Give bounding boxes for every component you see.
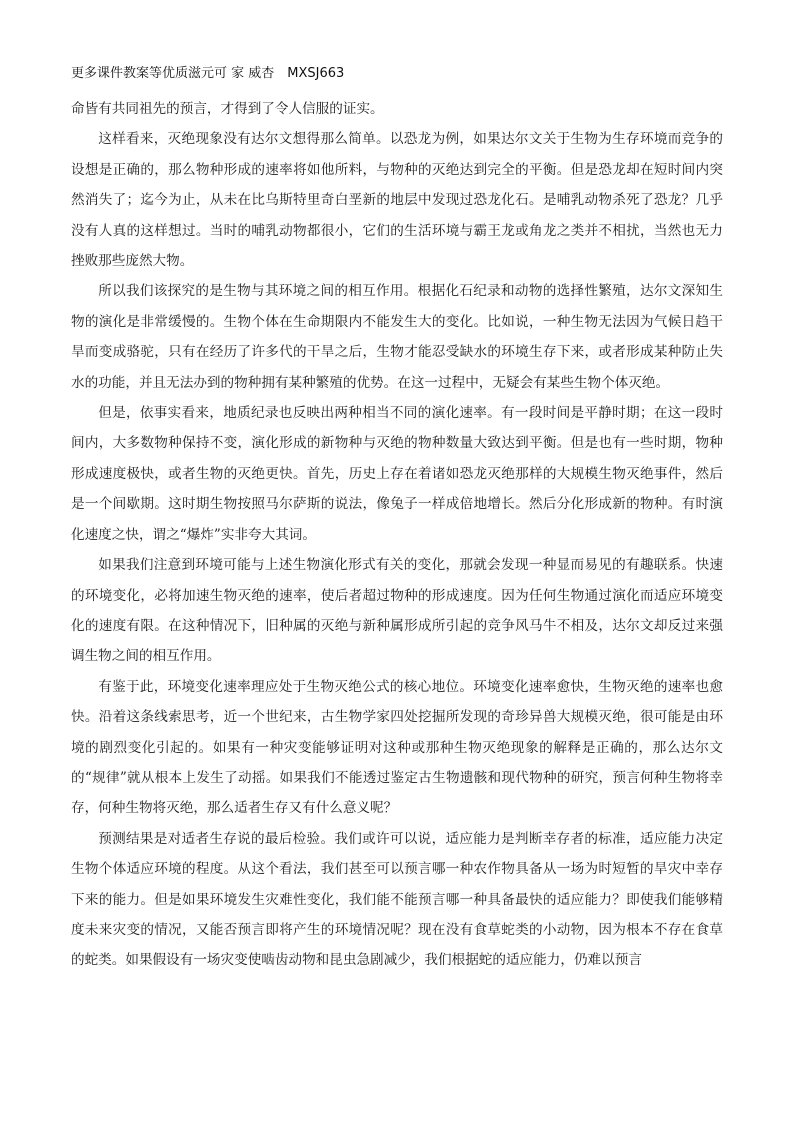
article-body <box>71 94 723 976</box>
paragraph: 预测结果是对适者生存说的最后检验。我们或许可以说，适应能力是判断幸存者的标准，适应能力决定生物个体适应环境的程度。从这个看法，我们甚至可以预言哪一种农作物具备从一场为时短暂的旱灾中幸存下来的能力。但是如果环境发生灾难性变化，我们能不能预言哪一种具备最快的适应能力？即使我们能够精度未来灾变的情况，又能否预言即将产生的环境情况呢？现在没有食草蛇类的小动物，因为根本不存在食草的蛇类。如果假设有一场灾变使啮齿动物和昆虫急剧减少，我们根据蛇的适应能力，仍难以预言 <box>71 830 723 969</box>
paragraph: 有鉴于此，环境变化速率理应处于生物灭绝公式的核心地位。环境变化速率愈快，生物灭绝的速率也愈快。沿着这条线索思考，近一个世纪来，古生物学家四处挖掘所发现的奇珍异兽大规模灭绝，很可能是由环境的剧烈变化引起的。如果有一种灾变能够证明对这种或那种生物灭绝现象的解释是正确的，那么达尔文的“规律”就从根本上发生了动摇。如果我们不能透过鉴定古生物遗骸和现代物种的研究，预言何种生物将幸存，何种生物将灭绝，那么适者生存又有什么意义呢？ <box>71 678 723 817</box>
paragraph: 所以我们该探究的是生物与其环境之间的相互作用。根据化石纪录和动物的选择性繁殖，达尔文深知生物的演化是非常缓慢的。生物个体在生命期限内不能发生大的变化。比如说，一种生物无法因为气候日趋干旱而变成骆驼，只有在经历了许多代的干旱之后，生物才能忍受缺水的环境生存下来，或者形成某种防止失水的功能，并且无法办到的物种拥有某种繁殖的优势。在这一过程中，无疑会有某些生物个体灭绝。 <box>71 283 723 391</box>
paragraph: 这样看来，灭绝现象没有达尔文想得那么简单。以恐龙为例，如果达尔文关于生物为生存环境而竞争的设想是正确的，那么物种形成的速率将如他所料，与物种的灭绝达到完全的平衡。但是恐龙却在短时间内突然消失了；迄今为止，从未在比乌斯特里奇白垩新的地层中发现过恐龙化石。是哺乳动物杀死了恐龙？几乎没有人真的这样想过。当时的哺乳动物都很小，它们的生活环境与霸王龙或角龙之类并不相扰，当然也无力挫败那些庞然大物。 <box>71 131 723 270</box>
paragraph-continuation: 命皆有共同祖先的预言，才得到了令人信服的证实。 <box>71 101 384 117</box>
paragraph: 如果我们注意到环境可能与上述生物演化形式有关的变化，那就会发现一种显而易见的有趣联系。快速的环境变化，必将加速生物灭绝的速率，使后者超过物种的形成速度。因为任何生物通过演化而适应环境变化的速度有限。在这种情况下，旧种属的灭绝与新种属形成所引起的竞争风马牛不相及，达尔文却反过来强调生物之间的相互作用。 <box>71 557 723 665</box>
page-header: 更多课件教案等优质滋元可 家 威杏 MXSJ663 <box>71 66 345 81</box>
paragraph: 但是，依事实看来，地质纪录也反映出两种相当不同的演化速率。有一段时间是平静时期；在这一段时间内，大多数物种保持不变，演化形成的新物种与灭绝的物种数量大致达到平衡。但是也有一些时期，物种形成速度极快，或者生物的灭绝更快。首先，历史上存在着诸如恐龙灭绝那样的大规模生物灭绝事件，然后是一个间歇期。这时期生物按照马尔萨斯的说法，像兔子一样成倍地增长。然后分化形成新的物种。有时演化速度之快，谓之“爆炸”实非夸大其词。 <box>71 405 723 543</box>
